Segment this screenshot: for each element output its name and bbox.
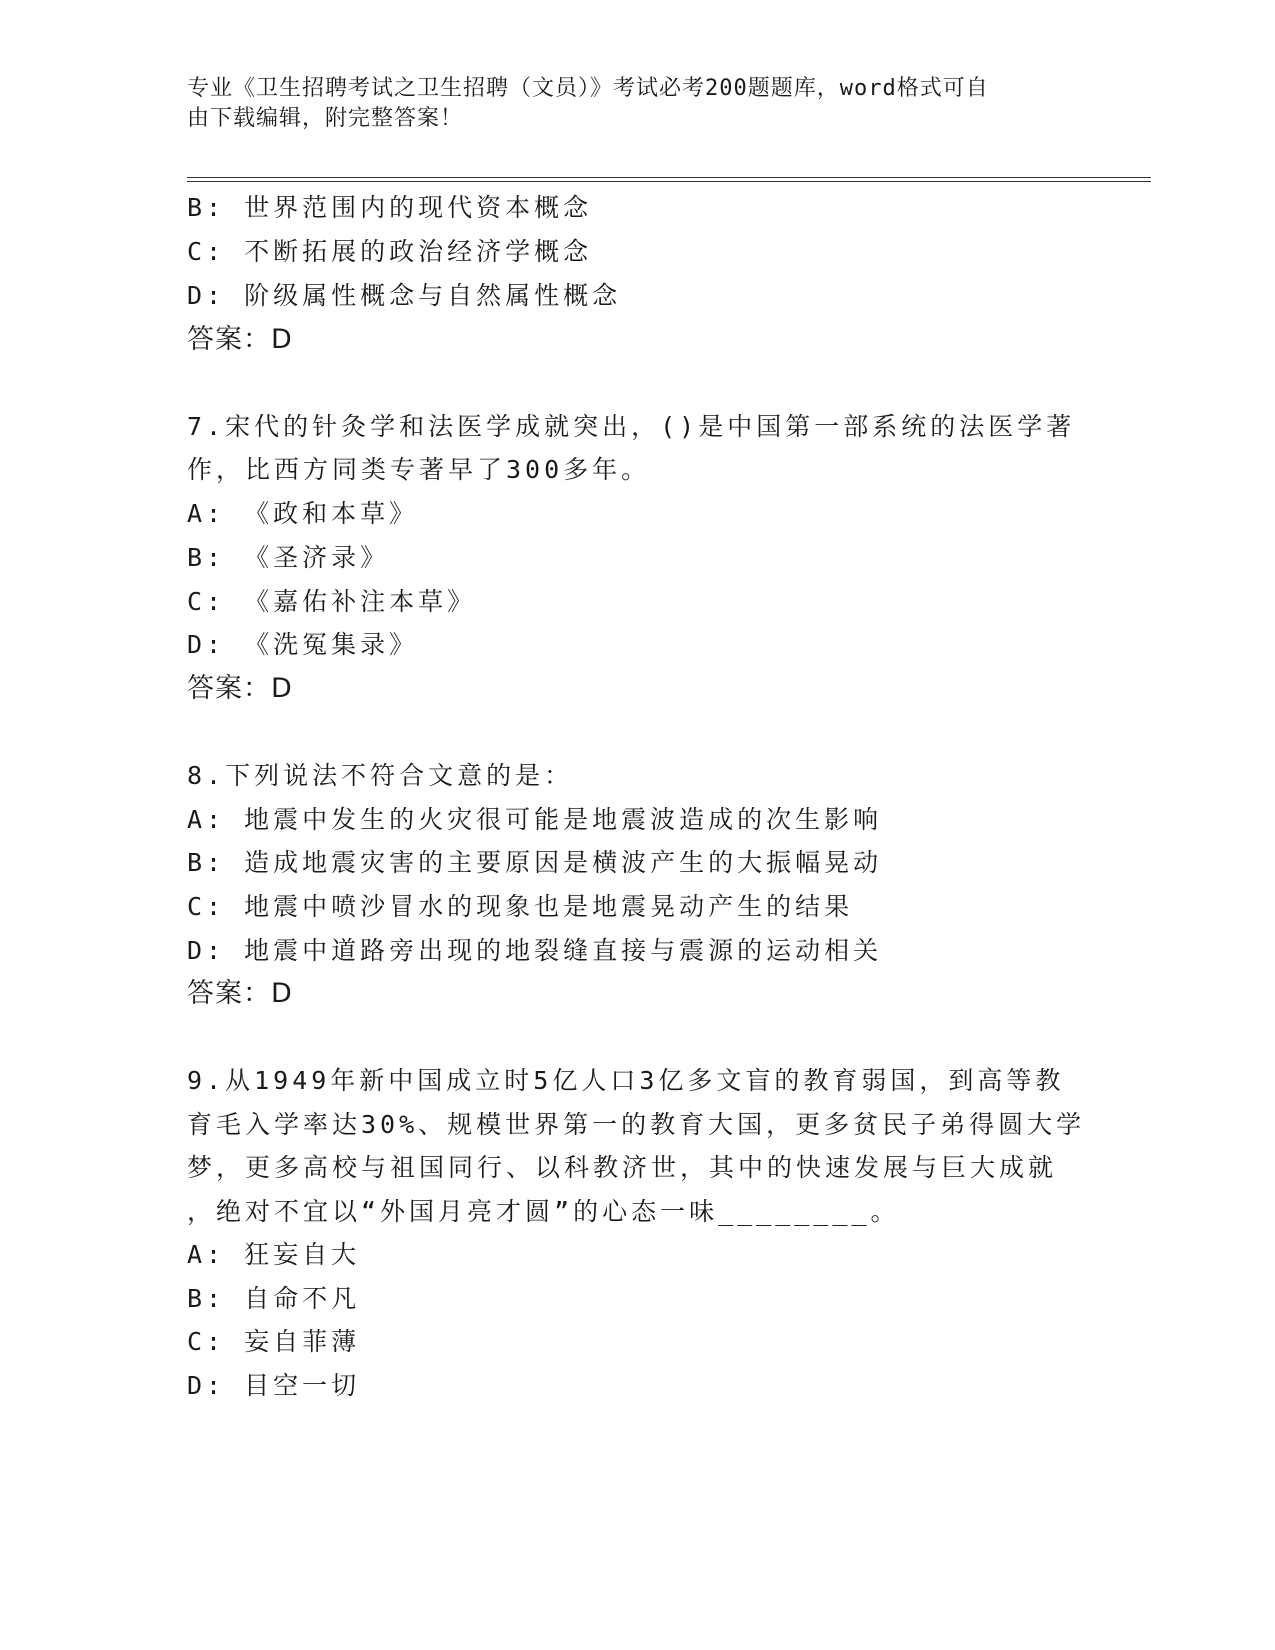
- q8-option-b: B: 造成地震灾害的主要原因是横波产生的大振幅晃动: [187, 848, 883, 877]
- document-header: [187, 74, 1067, 134]
- q9-option-c: C: 妄自菲薄: [187, 1327, 361, 1356]
- q8-stem-line-1: 8.下列说法不符合文意的是：: [187, 761, 574, 790]
- q9-option-b: B: 自命不凡: [187, 1284, 361, 1313]
- q9-option-d: D: 目空一切: [187, 1371, 361, 1400]
- q9-stem-line-2: 育毛入学率达30%、规模世界第一的教育大国，更多贫民子弟得圆大学: [187, 1110, 1086, 1139]
- prev-answer: 答案：D: [187, 324, 293, 355]
- header-line-2: 由下载编辑，附完整答案！: [187, 106, 464, 131]
- q9-option-a: A: 狂妄自大: [187, 1240, 361, 1269]
- q7-option-d: D: 《洗冤集录》: [187, 630, 419, 659]
- q7-option-c: C: 《嘉佑补注本草》: [187, 587, 477, 616]
- q7-option-b: B: 《圣济录》: [187, 543, 390, 572]
- q8-option-d: D: 地震中道路旁出现的地裂缝直接与震源的运动相关: [187, 936, 883, 965]
- q7-stem-line-1: 7.宋代的针灸学和法医学成就突出，()是中国第一部系统的法医学著: [187, 412, 1076, 441]
- q9-stem-line-4: ，绝对不宜以“外国月亮才圆”的心态一味________。: [187, 1197, 900, 1226]
- prev-option-c: C: 不断拓展的政治经济学概念: [187, 237, 593, 266]
- q8-option-c: C: 地震中喷沙冒水的现象也是地震晃动产生的结果: [187, 892, 854, 921]
- q8-answer: 答案：D: [187, 978, 293, 1009]
- q7-option-a: A: 《政和本草》: [187, 499, 419, 528]
- q9-stem-line-3: 梦，更多高校与祖国同行、以科教济世，其中的快速发展与巨大成就: [187, 1153, 1058, 1182]
- prev-option-b: B: 世界范围内的现代资本概念: [187, 193, 593, 222]
- q9-stem-line-1: 9.从1949年新中国成立时5亿人口3亿多文盲的教育弱国，到高等教: [187, 1066, 1065, 1095]
- header-divider-top: [187, 177, 1151, 178]
- q8-option-a: A: 地震中发生的火灾很可能是地震波造成的次生影响: [187, 805, 883, 834]
- header-divider-bottom: [187, 181, 1151, 182]
- prev-option-d: D: 阶级属性概念与自然属性概念: [187, 281, 622, 310]
- header-line-1: 专业《卫生招聘考试之卫生招聘（文员）》考试必考200题题库，word格式可自: [187, 76, 989, 101]
- q7-stem-line-2: 作，比西方同类专著早了300多年。: [187, 455, 651, 484]
- q7-answer: 答案：D: [187, 673, 293, 704]
